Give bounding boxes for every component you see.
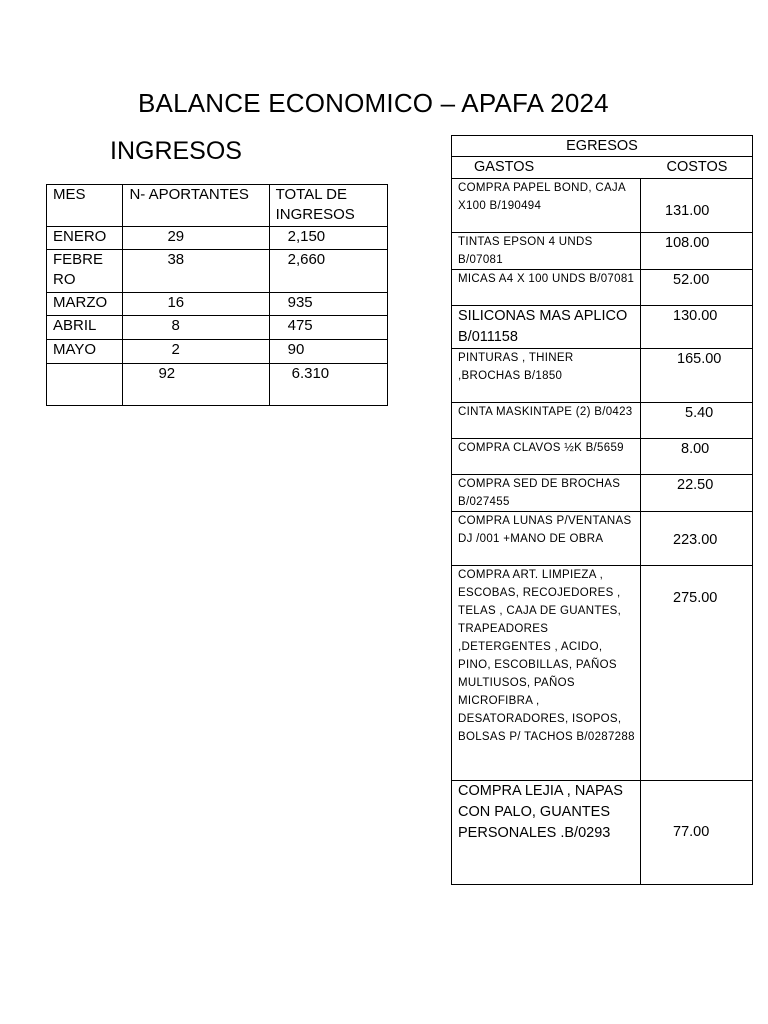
aportantes-cell: 16 — [123, 293, 269, 316]
table-row — [452, 306, 753, 349]
table-row — [452, 270, 753, 306]
totals-label-cell — [47, 364, 123, 406]
table-row — [47, 293, 388, 316]
table-row — [47, 340, 388, 364]
gasto-cell: COMPRA ART. LIMPIEZA , ESCOBAS, RECOJEDORES , TELAS , CAJA DE GUANTES, TRAPEADORES ,DETERGENTES , ACIDO, PINO, ESCOBILLAS, PAÑOS MULTIUSOS, PAÑOS MICROFIBRA , DESATORADORES, ISOPOS, BOLSAS P/ TACHOS B/0287288 — [452, 566, 641, 781]
header-aportantes: N- APORTANTES — [123, 185, 269, 227]
table-row — [47, 227, 388, 250]
aportantes-cell: 29 — [123, 227, 269, 250]
costo-cell: 22.50 — [641, 475, 753, 512]
table-row — [452, 439, 753, 475]
gasto-cell: MICAS A4 X 100 UNDS B/07081 — [452, 270, 641, 306]
gasto-cell: TINTAS EPSON 4 UNDS B/07081 — [452, 233, 641, 270]
table-row — [452, 475, 753, 512]
egresos-table — [451, 135, 753, 885]
total-cell: 2,150 — [269, 227, 387, 250]
egresos-heading: EGRESOS — [452, 136, 753, 157]
total-cell: 90 — [269, 340, 387, 364]
totals-aportantes-cell: 92 — [123, 364, 269, 406]
table-row — [452, 179, 753, 233]
costo-cell: 5.40 — [641, 403, 753, 439]
gasto-cell: COMPRA CLAVOS ½K B/5659 — [452, 439, 641, 475]
mes-cell: MARZO — [47, 293, 123, 316]
total-cell: 2,660 — [269, 250, 387, 293]
gasto-cell: PINTURAS , THINER ,BROCHAS B/1850 — [452, 349, 641, 403]
table-row — [452, 781, 753, 885]
aportantes-cell: 8 — [123, 316, 269, 340]
document-title: BALANCE ECONOMICO – APAFA 2024 — [138, 88, 609, 118]
header-costos: COSTOS — [641, 157, 753, 179]
header-total: TOTAL DE INGRESOS — [269, 185, 387, 227]
table-row — [452, 403, 753, 439]
gasto-cell: COMPRA LEJIA , NAPAS CON PALO, GUANTES PERSONALES .B/0293 — [452, 781, 641, 885]
mes-cell: ABRIL — [47, 316, 123, 340]
mes-cell: MAYO — [47, 340, 123, 364]
table-row — [47, 250, 388, 293]
aportantes-cell: 2 — [123, 340, 269, 364]
total-cell: 475 — [269, 316, 387, 340]
gasto-cell: COMPRA LUNAS P/VENTANAS DJ /001 +MANO DE OBRA — [452, 512, 641, 566]
table-row — [452, 566, 753, 781]
mes-cell: FEBRERO — [53, 251, 104, 288]
totals-ingresos-cell: 6.310 — [269, 364, 387, 406]
costo-cell: 223.00 — [641, 512, 753, 566]
table-row — [47, 316, 388, 340]
total-cell: 935 — [269, 293, 387, 316]
costo-cell: 165.00 — [641, 349, 753, 403]
mes-cell: ENERO — [47, 227, 123, 250]
table-row — [452, 512, 753, 566]
costo-cell: 52.00 — [641, 270, 753, 306]
costo-cell: 77.00 — [641, 781, 753, 885]
header-mes: MES — [47, 185, 123, 227]
costo-cell: 108.00 — [641, 233, 753, 270]
ingresos-header-row — [47, 185, 388, 227]
gasto-cell: SILICONAS MAS APLICO B/011158 — [452, 306, 641, 349]
costo-cell: 8.00 — [641, 439, 753, 475]
gasto-cell: CINTA MASKINTAPE (2) B/0423 — [452, 403, 641, 439]
totals-row — [47, 364, 388, 406]
gasto-cell: COMPRA SED DE BROCHAS B/027455 — [452, 475, 641, 512]
ingresos-heading: INGRESOS — [110, 137, 242, 165]
costo-cell: 131.00 — [641, 179, 753, 233]
header-gastos: GASTOS — [452, 157, 641, 179]
costo-cell: 275.00 — [641, 566, 753, 781]
aportantes-cell: 38 — [123, 250, 269, 293]
table-row — [452, 349, 753, 403]
gasto-cell: COMPRA PAPEL BOND, CAJA X100 B/190494 — [452, 179, 641, 233]
ingresos-table — [46, 184, 388, 406]
costo-cell: 130.00 — [641, 306, 753, 349]
table-row — [452, 233, 753, 270]
